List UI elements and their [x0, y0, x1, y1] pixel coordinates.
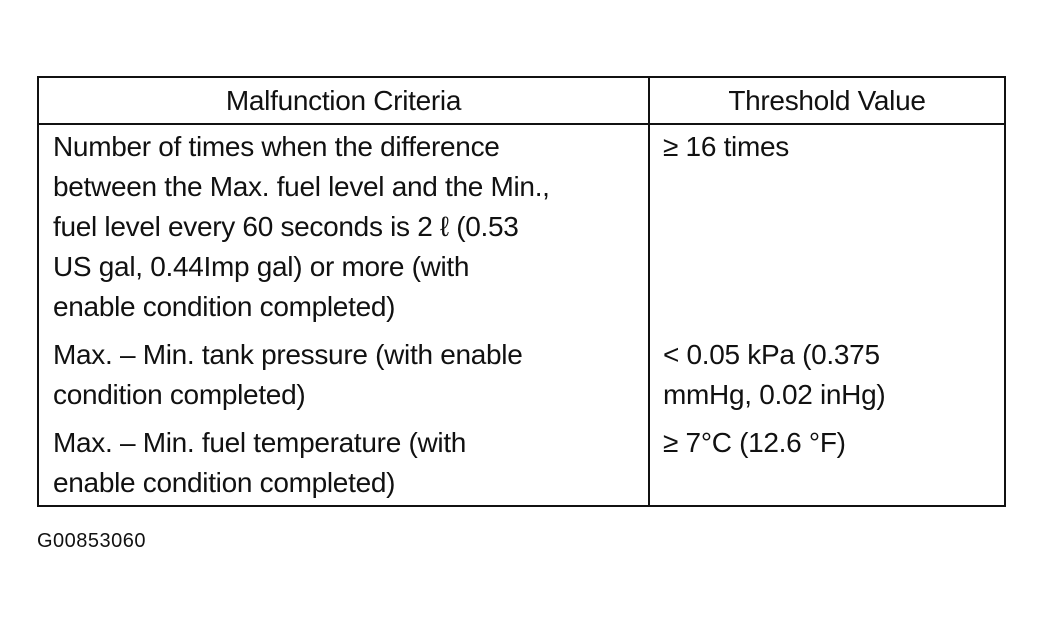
row-2-threshold: < 0.05 kPa (0.375 mmHg, 0.02 inHg) [663, 339, 886, 410]
figure-id: G00853060 [37, 530, 147, 552]
row-1-threshold: ≥ 16 times [663, 131, 789, 162]
header-malfunction-criteria: Malfunction Criteria [225, 85, 462, 116]
row-2-criteria: Max. – Min. tank pressure (with enable condition completed) [53, 339, 523, 410]
header-rule [39, 123, 1004, 125]
header-threshold-value: Threshold Value [728, 85, 926, 116]
row-1-criteria: Number of times when the difference between the Max. fuel level and the Min., fuel level every 60 seconds is 2 ℓ (0.53 US gal, 0.44Imp gal) or more (with enable condition completed) [53, 131, 550, 322]
column-divider [648, 78, 650, 505]
row-3-threshold: ≥ 7°C (12.6 °F) [663, 427, 846, 458]
malfunction-criteria-table [37, 76, 1006, 507]
row-3-criteria: Max. – Min. fuel temperature (with enable condition completed) [53, 427, 467, 498]
